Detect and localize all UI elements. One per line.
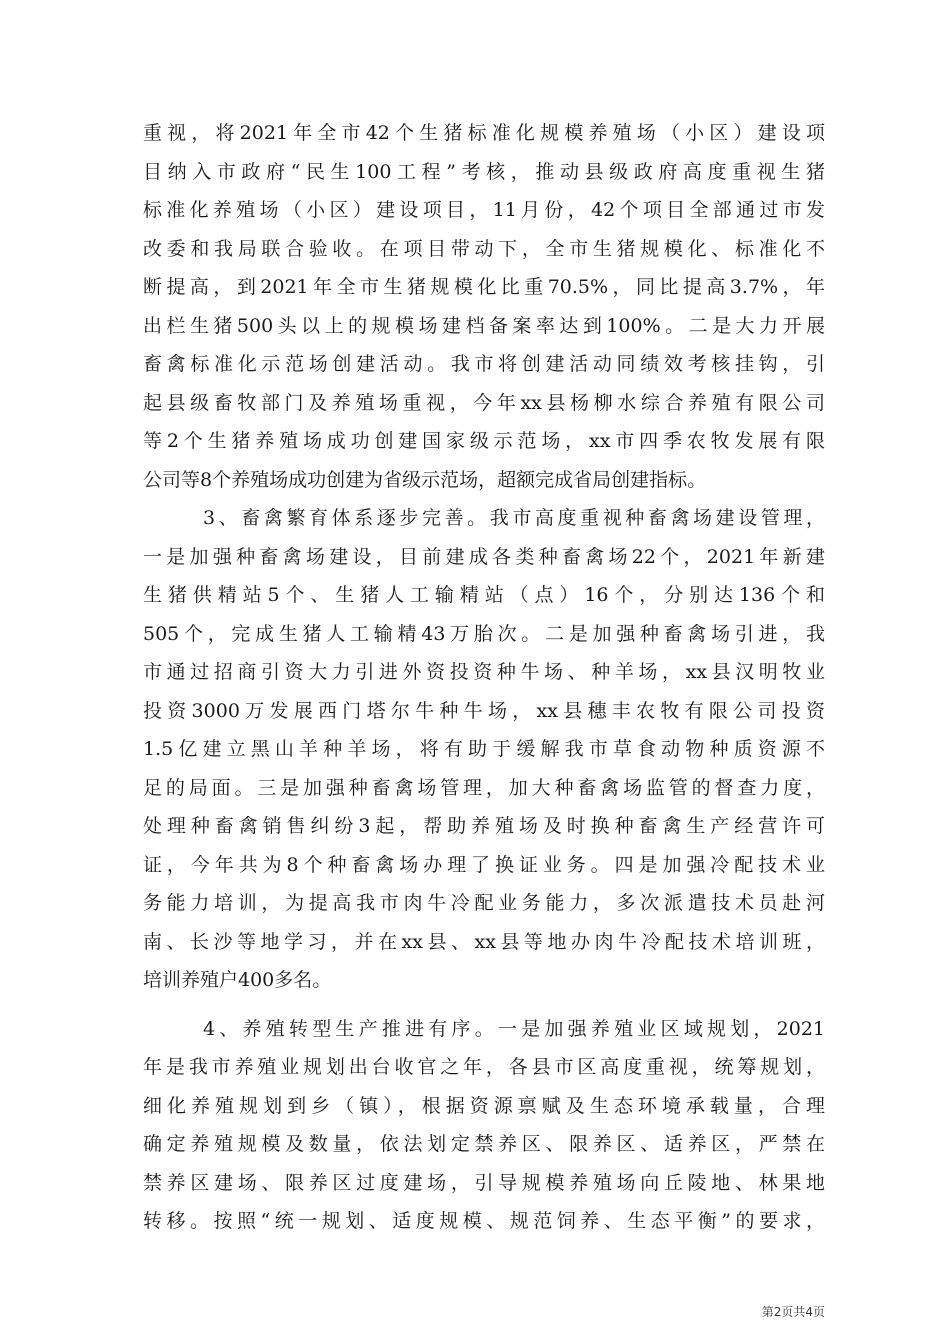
text-line: 南、长沙等地学习，并在xx县、xx县等地办肉牛冷配技术培训班，	[143, 930, 825, 953]
text-line: 改委和我局联合验收。在项目带动下，全市生猪规模化、标准化不	[143, 237, 825, 260]
text-line: 转移。按照“统一规划、适度规模、规范饲养、生态平衡”的要求，	[143, 1210, 825, 1232]
text-line: 起县级畜牧部门及养殖场重视，今年xx县杨柳水综合养殖有限公司	[143, 391, 825, 414]
text-line: 细化养殖规划到乡（镇），根据资源禀赋及生态环境承载量，合理	[143, 1094, 825, 1117]
page-number: 第2页共4页	[761, 1305, 825, 1319]
text-line: 标准化养殖场（小区）建设项目，11月份，42个项目全部通过市发	[143, 199, 825, 221]
text-line: 等2个生猪养殖场成功创建国家级示范场，xx市四季农牧发展有限	[143, 430, 825, 452]
paragraph-heading-4: 4、养殖转型生产推进有序。一是加强养殖业区域规划，2021	[203, 1017, 825, 1040]
text-line: 务能力培训，为提高我市肉牛冷配业务能力，多次派遣技术员赴河	[143, 892, 825, 914]
text-line: 畜禽标准化示范场创建活动。我市将创建活动同绩效考核挂钩，引	[143, 353, 825, 375]
text-line: 证，今年共为8个种畜禽场办理了换证业务。四是加强冷配技术业	[143, 853, 825, 876]
paragraph-gap	[143, 1000, 825, 1010]
text-line: 断提高，到2021年全市生猪规模化比重70.5%，同比提高3.7%，年	[143, 276, 825, 298]
text-line: 出栏生猪500头以上的规模场建档备案率达到100%。二是大力开展	[143, 314, 825, 337]
text-line: 禁养区建场、限养区过度建场，引导规模养殖场向丘陵地、林果地	[143, 1171, 825, 1194]
text-line: 目纳入市政府“民生100工程”考核，推动县级政府高度重视生猪	[143, 160, 825, 183]
text-line: 公司等8个养殖场成功创建为省级示范场，超额完成省局创建指标。	[143, 468, 707, 491]
paragraph-heading-3: 3、畜禽繁育体系逐步完善。我市高度重视种畜禽场建设管理，	[203, 507, 825, 529]
text-line: 培训养殖户400多名。	[143, 969, 332, 991]
text-line: 确定养殖规模及数量，依法划定禁养区、限养区、适养区，严禁在	[143, 1133, 825, 1155]
text-line: 处理种畜禽销售纠纷3起，帮助养殖场及时换种畜禽生产经营许可	[143, 815, 825, 837]
document-body	[143, 114, 825, 1241]
text-line: 投资3000万发展西门塔尔牛种牛场，xx县穗丰农牧有限公司投资	[143, 699, 825, 722]
text-line: 505个，完成生猪人工输精43万胎次。二是加强种畜禽场引进，我	[143, 622, 825, 645]
text-line: 1.5亿建立黑山羊种羊场，将有助于缓解我市草食动物种质资源不	[143, 738, 825, 760]
text-line: 足的局面。三是加强种畜禽场管理，加大种畜禽场监管的督查力度，	[143, 776, 825, 799]
text-line: 年是我市养殖业规划出台收官之年，各县市区高度重视，统筹规划，	[143, 1056, 825, 1078]
text-line: 生猪供精站5个、生猪人工输精站（点）16个，分别达136个和	[143, 584, 825, 606]
text-line: 重视，将2021年全市42个生猪标准化规模养殖场（小区）建设项	[143, 122, 825, 144]
text-line: 市通过招商引资大力引进外资投资种牛场、种羊场，xx县汉明牧业	[143, 661, 825, 683]
text-line: 一是加强种畜禽场建设，目前建成各类种畜禽场22个，2021年新建	[143, 545, 825, 568]
